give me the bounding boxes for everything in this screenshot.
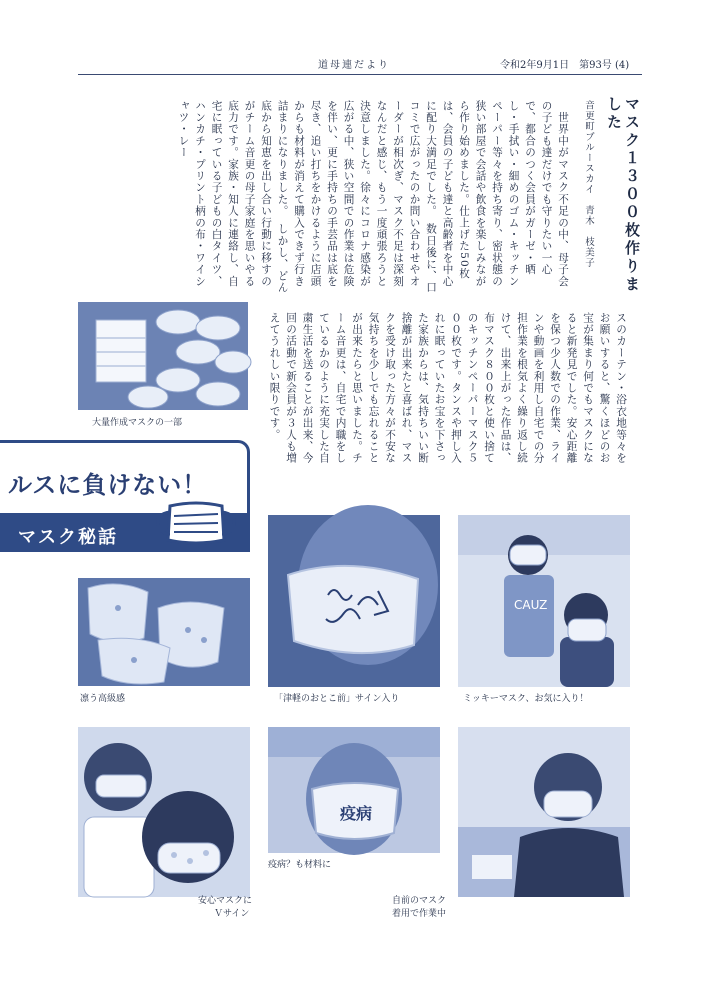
photo-working — [458, 727, 630, 897]
photo-mickey-mask — [458, 515, 630, 687]
caption-photo5-line1: 安心マスクに — [198, 896, 253, 906]
photo-masks-pile — [78, 302, 248, 410]
photo-premium-masks — [78, 578, 250, 686]
header-rule — [78, 74, 642, 75]
signed-mask-image — [268, 515, 440, 687]
banner — [0, 440, 250, 552]
banner-title: ルスに負けない！ — [8, 471, 208, 499]
v-sign-image — [78, 727, 250, 897]
plague-mask-image — [268, 727, 440, 853]
caption-photo5-line2: Ｖサイン — [214, 909, 250, 919]
caption-photo4: ミッキーマスク、お気に入り！ — [463, 694, 589, 704]
banner-subtitle: マスク秘話 — [18, 527, 118, 548]
caption-photo7-line2: 着用で作業中 — [392, 909, 447, 919]
photo-v-sign — [78, 727, 250, 897]
photo-plague-mask — [268, 727, 440, 853]
working-image — [458, 727, 630, 897]
publication-name: 道母連だより — [318, 60, 390, 71]
mask-icon — [150, 500, 242, 548]
caption-photo6: 疫病？も材料に — [268, 860, 332, 870]
masks-pile-image — [78, 302, 248, 410]
article-title: マスク１３００枚作りました — [605, 96, 641, 294]
caption-photo7-line1: 自前のマスク — [392, 896, 447, 906]
page-header — [0, 56, 707, 74]
article-body-part1: 世界中がマスク不足の中、母子会の子ども達だけでも守りたい一心で、都合のつく会員がガーゼ・晒し・手拭い・細めのゴム・キッチンペーパー等々を持ち寄り、密状態の狭い部屋で会話や飲食を楽しみながら作り始めました。仕上げた50枚は、会員の子ども達と高齢者を中心に配り大満足でした。 数日後に、口コミで広がったのか問い合わせやオーダーが相次ぎ、マスク不足は深刻なんだと感じ、もう一度頑張ろうと決意しました。徐々にコロナ感染が広がる中、狭い空間での作業は危険を伴い、更に手持ちの手芸品は底を尽き、追い打ちをかけるように店頭からも材料が消えて購入できず行き詰まりになりました。 しかし、どん底から知恵を出し合い行動に移すのがチーム音更の母子家庭を思いやる底力です。家族・知人に連絡し、自宅に眠っている子どもの白タイツ、ハンカチ・プリント柄の布・ワイシャツ・レー — [177, 100, 569, 294]
photo-signed-mask — [268, 515, 440, 687]
caption-photo3: 「津軽のおとこ前」サイン入り — [274, 694, 400, 704]
article-author — [579, 100, 595, 300]
mickey-mask-image — [458, 515, 630, 687]
author-name: 青木 枝美子 — [583, 205, 594, 268]
shirt-text: CAUZ — [514, 598, 548, 612]
mask-writing: 疫病 — [340, 804, 373, 823]
caption-photo1: 大量作成マスクの一部 — [92, 418, 183, 428]
author-group: 音更町ブルースカイ — [583, 100, 594, 195]
caption-photo2: 凛う高級感 — [80, 694, 126, 704]
issue-info: 令和2年9月1日 第93号 (4) — [500, 60, 630, 71]
premium-masks-image — [78, 578, 250, 686]
article-body-part2: スのカーテン・浴衣地等々をお願いすると、驚くほどのお宝が集まり何でもマスクになると新発見でした。安心距離を保つ少人数での作業、ラインや動画を利用し自宅での分担作業を根気よく繰り返し続けて、出来上がった作品は、布マスク８００枚と使い捨てのキッチンペーパーマスク５００枚です。タンスや押し入れに眠っていたお宝を下さった家族からは、気持ちいい断捨離が出来たと喜ばれ、マスクを受け取った方々が不安な気持ちを少しでも忘れることが出来たらと思いました。チーム音更は、自宅で内職をしているかのように充実した自粛生活を送ることが出来、今回の活動で新会員が３人も増えてうれしい限りです。 — [268, 312, 627, 465]
